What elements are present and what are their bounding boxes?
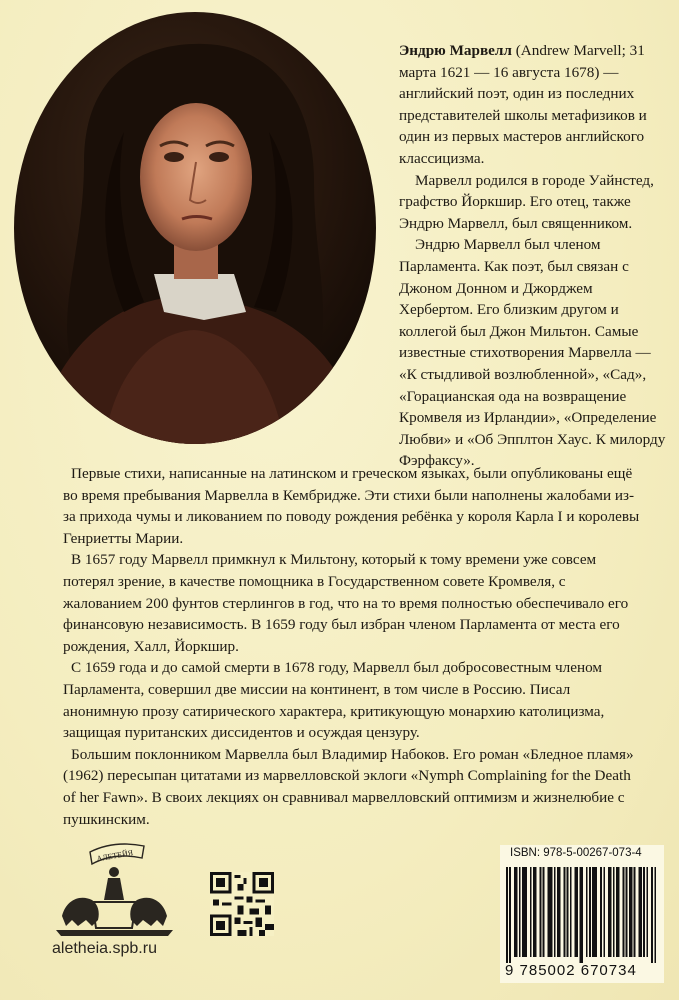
publisher-website[interactable]: aletheia.spb.ru [52, 940, 157, 957]
main-paragraph-4: Большим поклонником Марвелла был Владимир Набоков. Его роман «Бледное пламя» (1962) пересыпан цитатами из марвелловской эклоги «Nymph Complaining for the Death of her Fawn». В своих лекциях он сравнивал марвелловский оптимизм и жизнелюбие с пушкинским. [63, 745, 634, 828]
publisher-logo [52, 838, 177, 938]
main-text [63, 463, 643, 830]
portrait-image [14, 12, 376, 444]
biography-text [399, 40, 667, 472]
main-paragraph-1: Первые стихи, написанные на латинском и греческом языках, были опубликованы ещё во время пребывания Марвелла в Кембридже. Эти стихи были наполнены жалобами из-за прихода чумы и ликованием по поводу рождения ребёнка у короля Карла I и королевы Генриетты Марии. [63, 465, 640, 547]
publisher-logo-text: АЛЕТЕЙЯ [95, 848, 134, 864]
bio-paragraph-parliament: Эндрю Марвелл был членом Парламента. Как поэт, был связан с Джоном Донном и Джорджем Хербертом. Его близким другом и коллегой был Джон Мильтон. Самые известные стихотворения Марвелла — «К стыдливой возлюбленной», «Сад», «Горацианская ода на возвращение Кромвеля из Ирландии», «Определение Любви» и «Об Эпплтон Хаус. К милорду Фэрфаксу». [399, 236, 666, 470]
bio-paragraph-intro [399, 40, 667, 170]
main-paragraph-2: В 1657 году Марвелл примкнул к Мильтону, который к тому времени уже совсем потерял зрение, в качестве помощника в Государственном совете Кромвеля, с жалованием 200 фунтов стерлингов в год, что на то время полностью обеспечивало его финансовую независимость. В 1659 году был избран членом Парламента от места его рождения, Халл, Йоркшир. [63, 551, 629, 655]
barcode [506, 867, 656, 963]
bio-intro-text: (Andrew Marvell; 31 марта 1621 — 16 августа 1678) — английский поэт, один из последних представителей школы метафизиков и один из первых мастеров английского классицизма. [399, 42, 647, 167]
qr-code[interactable] [210, 872, 274, 936]
main-paragraph-3: С 1659 года и до самой смерти в 1678 году, Марвелл был добросовестным членом Парламента, совершил две миссии на континент, в том числе в Россию. Писал анонимную прозу сатирического характера, критикующую монархию католицизма, защищая пуританских диссидентов и осуждая цензуру. [63, 659, 605, 742]
isbn-label: ISBN: 978-5-00267-073-4 [510, 847, 642, 859]
bio-paragraph-birth: Марвелл родился в городе Уайнстед, графство Йоркшир. Его отец, также Эндрю Марвелл, был священником. [399, 171, 654, 232]
author-name: Эндрю Марвелл [399, 42, 512, 59]
barcode-digits: 9 785002 670734 [505, 962, 637, 979]
